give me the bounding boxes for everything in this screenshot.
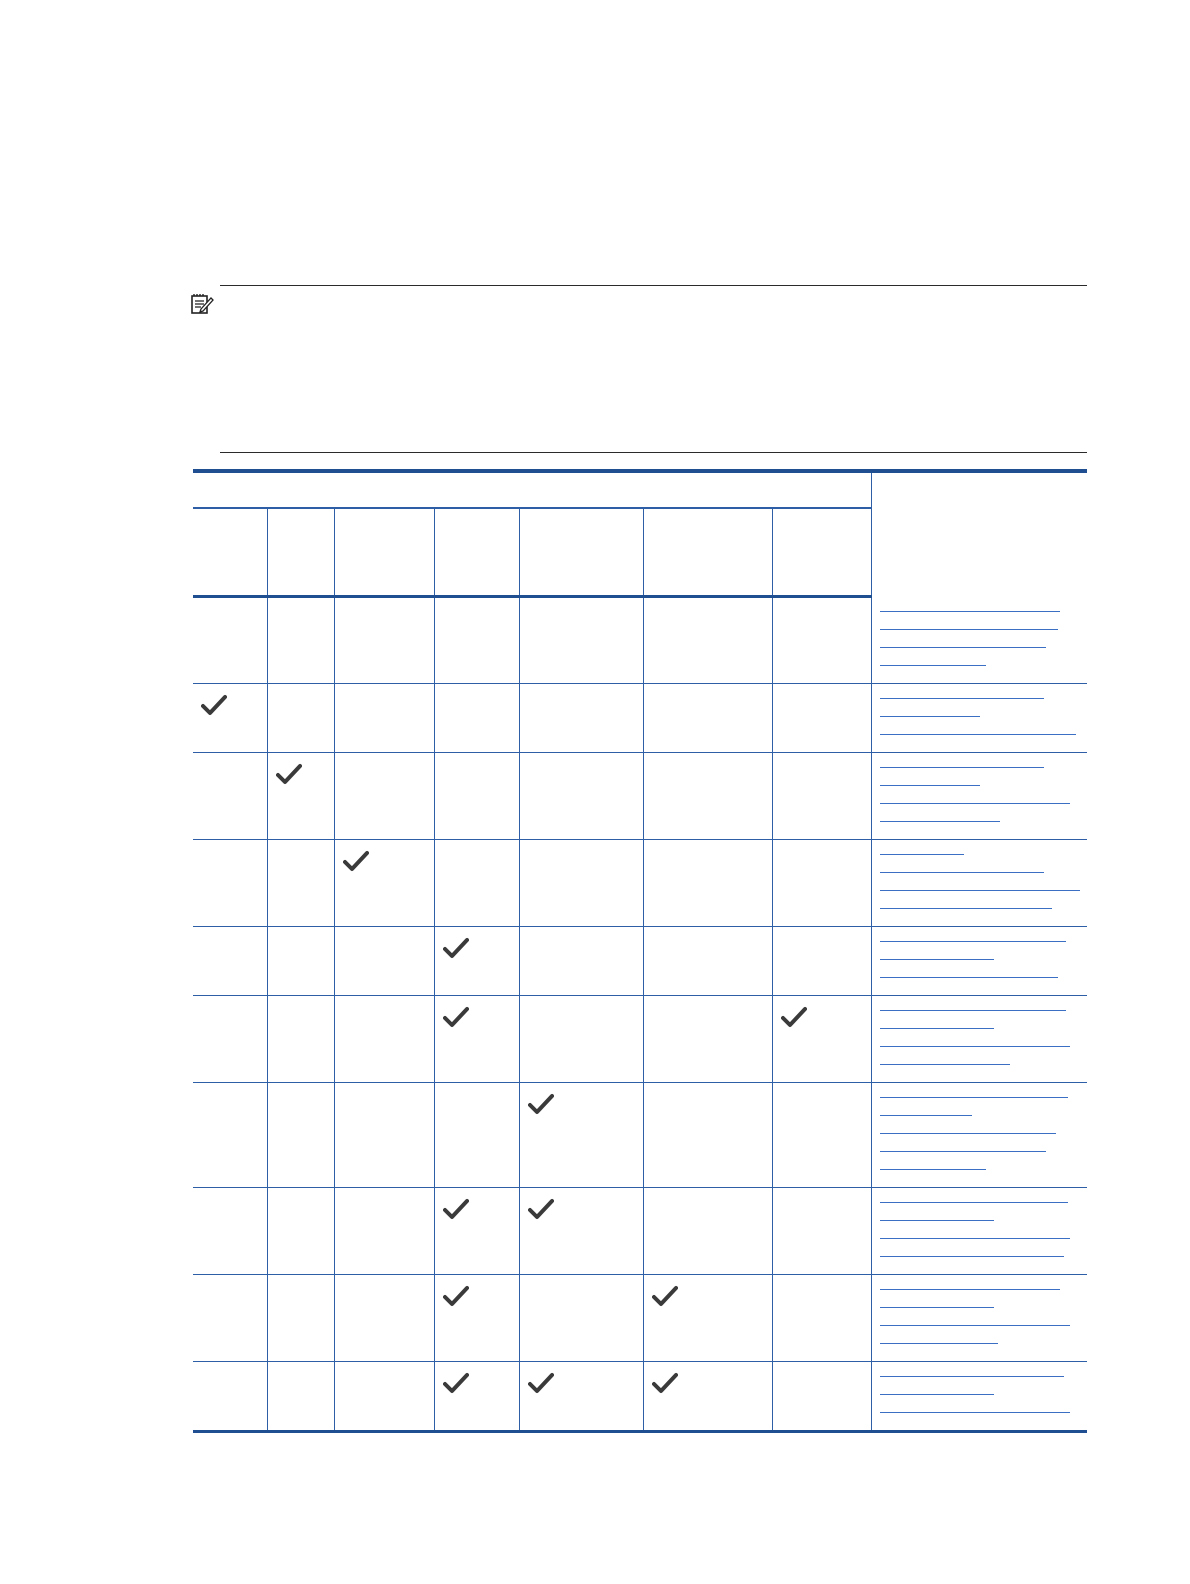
reference-link[interactable] (880, 1376, 1080, 1413)
group-header-cell (193, 471, 871, 508)
link-underline (880, 665, 986, 666)
reference-cell (871, 683, 1087, 752)
table-row (193, 1361, 1087, 1431)
matrix-cell (193, 1187, 267, 1274)
reference-cell (871, 752, 1087, 839)
reference-cell (871, 1361, 1087, 1431)
reference-header-cell (871, 471, 1087, 597)
checkmark-icon (443, 1285, 469, 1307)
matrix-cell (267, 1274, 334, 1361)
column-header-4 (434, 508, 519, 597)
matrix-cell (267, 839, 334, 926)
link-underline (880, 1115, 972, 1116)
matrix-cell (193, 839, 267, 926)
matrix-cell (772, 683, 871, 752)
link-underline (880, 1220, 994, 1221)
checkmark-icon (443, 1372, 469, 1394)
checkmark-icon (343, 850, 369, 872)
reference-cell (871, 995, 1087, 1082)
matrix-cell (643, 1187, 772, 1274)
table-row (193, 1187, 1087, 1274)
link-underline (880, 1046, 1070, 1047)
matrix-cell (519, 926, 643, 995)
checkmark-icon (652, 1372, 678, 1394)
link-underline (880, 611, 1060, 612)
matrix-cell (643, 683, 772, 752)
table-row (193, 683, 1087, 752)
link-underline (880, 1064, 1010, 1065)
matrix-cell (334, 839, 434, 926)
table-row (193, 597, 1087, 684)
column-header-6 (643, 508, 772, 597)
matrix-cell (193, 683, 267, 752)
matrix-cell (643, 1082, 772, 1187)
link-underline (880, 959, 994, 960)
checkmark-icon (443, 1006, 469, 1028)
link-underline (880, 1151, 1046, 1152)
link-underline (880, 785, 980, 786)
matrix-cell (267, 597, 334, 684)
link-underline (880, 1412, 1070, 1413)
link-underline (880, 1289, 1060, 1290)
matrix-cell (434, 1082, 519, 1187)
checkmark-icon (528, 1093, 554, 1115)
matrix-cell (267, 752, 334, 839)
matrix-cell (193, 752, 267, 839)
matrix-cell (267, 1187, 334, 1274)
matrix-cell (519, 1274, 643, 1361)
matrix-cell (267, 926, 334, 995)
link-underline (880, 1028, 994, 1029)
link-underline (880, 1097, 1068, 1098)
link-underline (880, 908, 1052, 909)
reference-cell (871, 839, 1087, 926)
table-body (193, 597, 1087, 1432)
column-header-2 (267, 508, 334, 597)
link-underline (880, 854, 964, 855)
checkmark-icon (443, 937, 469, 959)
checkmark-icon (443, 1198, 469, 1220)
matrix-cell (334, 995, 434, 1082)
table-row (193, 839, 1087, 926)
column-header-3 (334, 508, 434, 597)
matrix-cell (643, 839, 772, 926)
reference-cell (871, 1274, 1087, 1361)
reference-link[interactable] (880, 1289, 1080, 1344)
matrix-cell (643, 1361, 772, 1431)
link-underline (880, 803, 1070, 804)
link-underline (880, 1343, 998, 1344)
column-header-7 (772, 508, 871, 597)
matrix-cell (334, 597, 434, 684)
matrix-cell (193, 1274, 267, 1361)
link-underline (880, 977, 1058, 978)
matrix-cell (267, 995, 334, 1082)
table-group-header-row (193, 471, 1087, 508)
note-top-rule (220, 285, 1087, 286)
matrix-cell (643, 1274, 772, 1361)
checkmark-icon (276, 763, 302, 785)
matrix-cell (434, 752, 519, 839)
matrix-cell (772, 597, 871, 684)
reference-link[interactable] (880, 611, 1080, 666)
link-underline (880, 629, 1058, 630)
reference-cell (871, 1082, 1087, 1187)
matrix-cell (772, 839, 871, 926)
matrix-cell (334, 752, 434, 839)
feature-matrix-table (193, 469, 1087, 1433)
matrix-cell (334, 1274, 434, 1361)
matrix-cell (643, 597, 772, 684)
link-underline (880, 767, 1044, 768)
link-underline (880, 734, 1076, 735)
note-icon (190, 292, 214, 316)
matrix-cell (193, 1361, 267, 1431)
table-row (193, 1274, 1087, 1361)
reference-link[interactable] (880, 1202, 1080, 1257)
matrix-cell (772, 752, 871, 839)
matrix-cell (772, 926, 871, 995)
matrix-cell (267, 1082, 334, 1187)
matrix-cell (519, 752, 643, 839)
reference-link[interactable] (880, 1097, 1080, 1170)
checkmark-icon (652, 1285, 678, 1307)
link-underline (880, 1133, 1056, 1134)
table-row (193, 995, 1087, 1082)
matrix-cell (519, 597, 643, 684)
table-row (193, 1082, 1087, 1187)
link-underline (880, 1307, 994, 1308)
matrix-cell (434, 683, 519, 752)
link-underline (880, 872, 1044, 873)
matrix-cell (643, 995, 772, 1082)
link-underline (880, 941, 1066, 942)
matrix-cell (334, 683, 434, 752)
link-underline (880, 1202, 1068, 1203)
reference-cell (871, 597, 1087, 684)
matrix-cell (334, 1187, 434, 1274)
matrix-cell (772, 995, 871, 1082)
reference-cell (871, 1187, 1087, 1274)
reference-cell (871, 926, 1087, 995)
matrix-cell (434, 839, 519, 926)
matrix-cell (193, 926, 267, 995)
matrix-cell (334, 1361, 434, 1431)
matrix-cell (434, 995, 519, 1082)
matrix-cell (267, 1361, 334, 1431)
matrix-cell (519, 1187, 643, 1274)
link-underline (880, 698, 1044, 699)
matrix-cell (193, 1082, 267, 1187)
matrix-cell (334, 1082, 434, 1187)
matrix-cell (519, 839, 643, 926)
link-underline (880, 1325, 1070, 1326)
link-underline (880, 1376, 1064, 1377)
reference-link[interactable] (880, 854, 1080, 909)
checkmark-icon (528, 1372, 554, 1394)
reference-link[interactable] (880, 1010, 1080, 1065)
matrix-cell (519, 1082, 643, 1187)
matrix-cell (434, 926, 519, 995)
matrix-cell (772, 1361, 871, 1431)
note-bottom-rule (220, 452, 1087, 453)
link-underline (880, 821, 1000, 822)
matrix-cell (434, 1361, 519, 1431)
reference-link[interactable] (880, 941, 1080, 978)
checkmark-icon (781, 1006, 807, 1028)
checkmark-icon (528, 1198, 554, 1220)
matrix-cell (193, 597, 267, 684)
matrix-cell (434, 1274, 519, 1361)
matrix-cell (772, 1187, 871, 1274)
matrix-cell (643, 752, 772, 839)
table-row (193, 926, 1087, 995)
matrix-cell (267, 683, 334, 752)
matrix-cell (434, 597, 519, 684)
matrix-cell (772, 1274, 871, 1361)
matrix-cell (772, 1082, 871, 1187)
matrix-cell (519, 683, 643, 752)
matrix-cell (519, 995, 643, 1082)
checkmark-icon (201, 694, 227, 716)
link-underline (880, 647, 1046, 648)
matrix-cell (193, 995, 267, 1082)
link-underline (880, 1238, 1070, 1239)
table-row (193, 752, 1087, 839)
link-underline (880, 1010, 1066, 1011)
link-underline (880, 1394, 994, 1395)
matrix-cell (643, 926, 772, 995)
matrix-cell (434, 1187, 519, 1274)
link-underline (880, 716, 980, 717)
reference-link[interactable] (880, 767, 1080, 822)
link-underline (880, 1256, 1064, 1257)
link-underline (880, 890, 1080, 891)
column-header-5 (519, 508, 643, 597)
matrix-cell (334, 926, 434, 995)
link-underline (880, 1169, 986, 1170)
column-header-1 (193, 508, 267, 597)
reference-link[interactable] (880, 698, 1080, 735)
matrix-cell (519, 1361, 643, 1431)
